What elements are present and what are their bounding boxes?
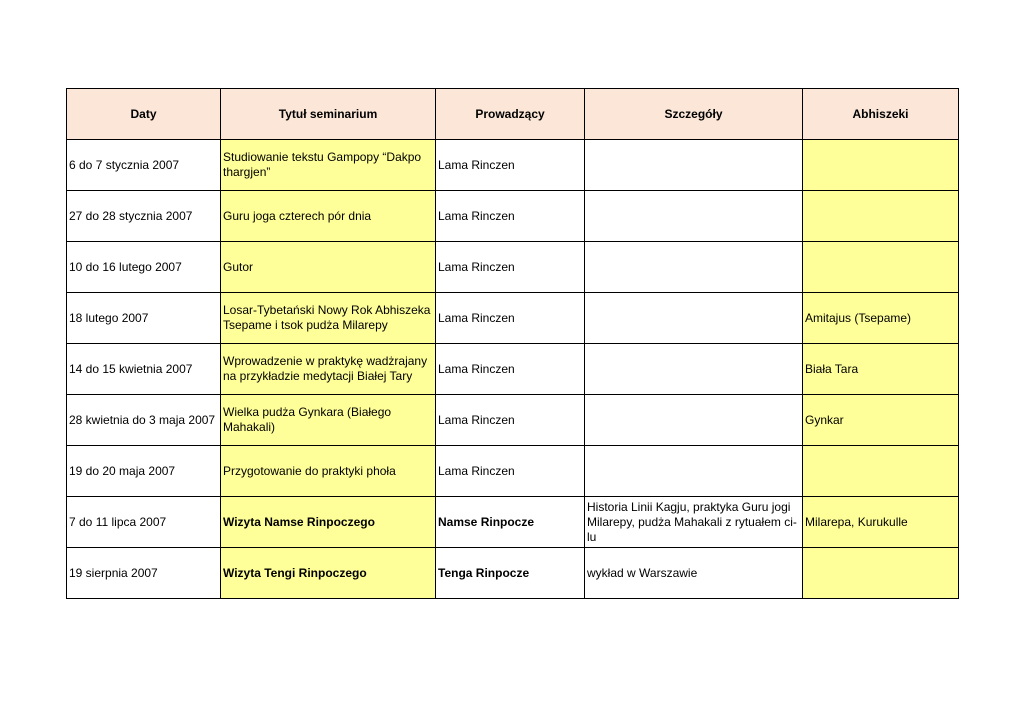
table-row <box>67 344 959 395</box>
cell-leader: Lama Rinczen <box>436 242 585 293</box>
header-leader: Prowadzący <box>436 89 585 140</box>
cell-date: 10 do 16 lutego 2007 <box>67 242 221 293</box>
cell-abhisheka <box>803 548 959 599</box>
cell-date: 7 do 11 lipca 2007 <box>67 497 221 548</box>
cell-abhisheka <box>803 446 959 497</box>
cell-date: 28 kwietnia do 3 maja 2007 <box>67 395 221 446</box>
cell-title: Wielka pudża Gynkara (Białego Mahakali) <box>221 395 436 446</box>
cell-details: wykład w Warszawie <box>585 548 803 599</box>
table-row <box>67 191 959 242</box>
cell-abhisheka: Milarepa, Kurukulle <box>803 497 959 548</box>
cell-abhisheka: Biała Tara <box>803 344 959 395</box>
cell-leader: Lama Rinczen <box>436 140 585 191</box>
cell-title: Wprowadzenie w praktykę wadżrajany na przykładzie medytacji Białej Tary <box>221 344 436 395</box>
header-title: Tytuł seminarium <box>221 89 436 140</box>
cell-title: Guru joga czterech pór dnia <box>221 191 436 242</box>
cell-leader: Namse Rinpocze <box>436 497 585 548</box>
header-row <box>67 89 959 140</box>
cell-date: 6 do 7 stycznia 2007 <box>67 140 221 191</box>
cell-details: Historia Linii Kagju, praktyka Guru jogi Milarepy, pudża Mahakali z rytuałem ci-lu <box>585 497 803 548</box>
cell-leader: Lama Rinczen <box>436 395 585 446</box>
seminar-schedule-table <box>66 88 959 599</box>
cell-abhisheka <box>803 191 959 242</box>
cell-title: Przygotowanie do praktyki phoła <box>221 446 436 497</box>
cell-leader: Lama Rinczen <box>436 446 585 497</box>
cell-title: Wizyta Namse Rinpoczego <box>221 497 436 548</box>
table-row <box>67 395 959 446</box>
cell-abhisheka: Amitajus (Tsepame) <box>803 293 959 344</box>
cell-details <box>585 446 803 497</box>
cell-date: 19 do 20 maja 2007 <box>67 446 221 497</box>
cell-title: Wizyta Tengi Rinpoczego <box>221 548 436 599</box>
cell-date: 19 sierpnia 2007 <box>67 548 221 599</box>
cell-date: 14 do 15 kwietnia 2007 <box>67 344 221 395</box>
cell-details <box>585 242 803 293</box>
header-dates: Daty <box>67 89 221 140</box>
cell-details <box>585 140 803 191</box>
cell-date: 18 lutego 2007 <box>67 293 221 344</box>
cell-details <box>585 293 803 344</box>
table-row <box>67 497 959 548</box>
cell-leader: Lama Rinczen <box>436 191 585 242</box>
header-abhisheka: Abhiszeki <box>803 89 959 140</box>
cell-title: Gutor <box>221 242 436 293</box>
cell-details <box>585 344 803 395</box>
cell-leader: Lama Rinczen <box>436 293 585 344</box>
cell-abhisheka <box>803 242 959 293</box>
cell-leader: Tenga Rinpocze <box>436 548 585 599</box>
header-details: Szczegóły <box>585 89 803 140</box>
cell-abhisheka <box>803 140 959 191</box>
table-row <box>67 548 959 599</box>
cell-leader: Lama Rinczen <box>436 344 585 395</box>
table-row <box>67 140 959 191</box>
cell-details <box>585 191 803 242</box>
cell-title: Studiowanie tekstu Gampopy “Dakpo thargjen” <box>221 140 436 191</box>
cell-abhisheka: Gynkar <box>803 395 959 446</box>
table-row <box>67 293 959 344</box>
cell-title: Losar-Tybetański Nowy Rok Abhiszeka Tsepame i tsok pudża Milarepy <box>221 293 436 344</box>
cell-date: 27 do 28 stycznia 2007 <box>67 191 221 242</box>
cell-details <box>585 395 803 446</box>
table-row <box>67 242 959 293</box>
table-row <box>67 446 959 497</box>
